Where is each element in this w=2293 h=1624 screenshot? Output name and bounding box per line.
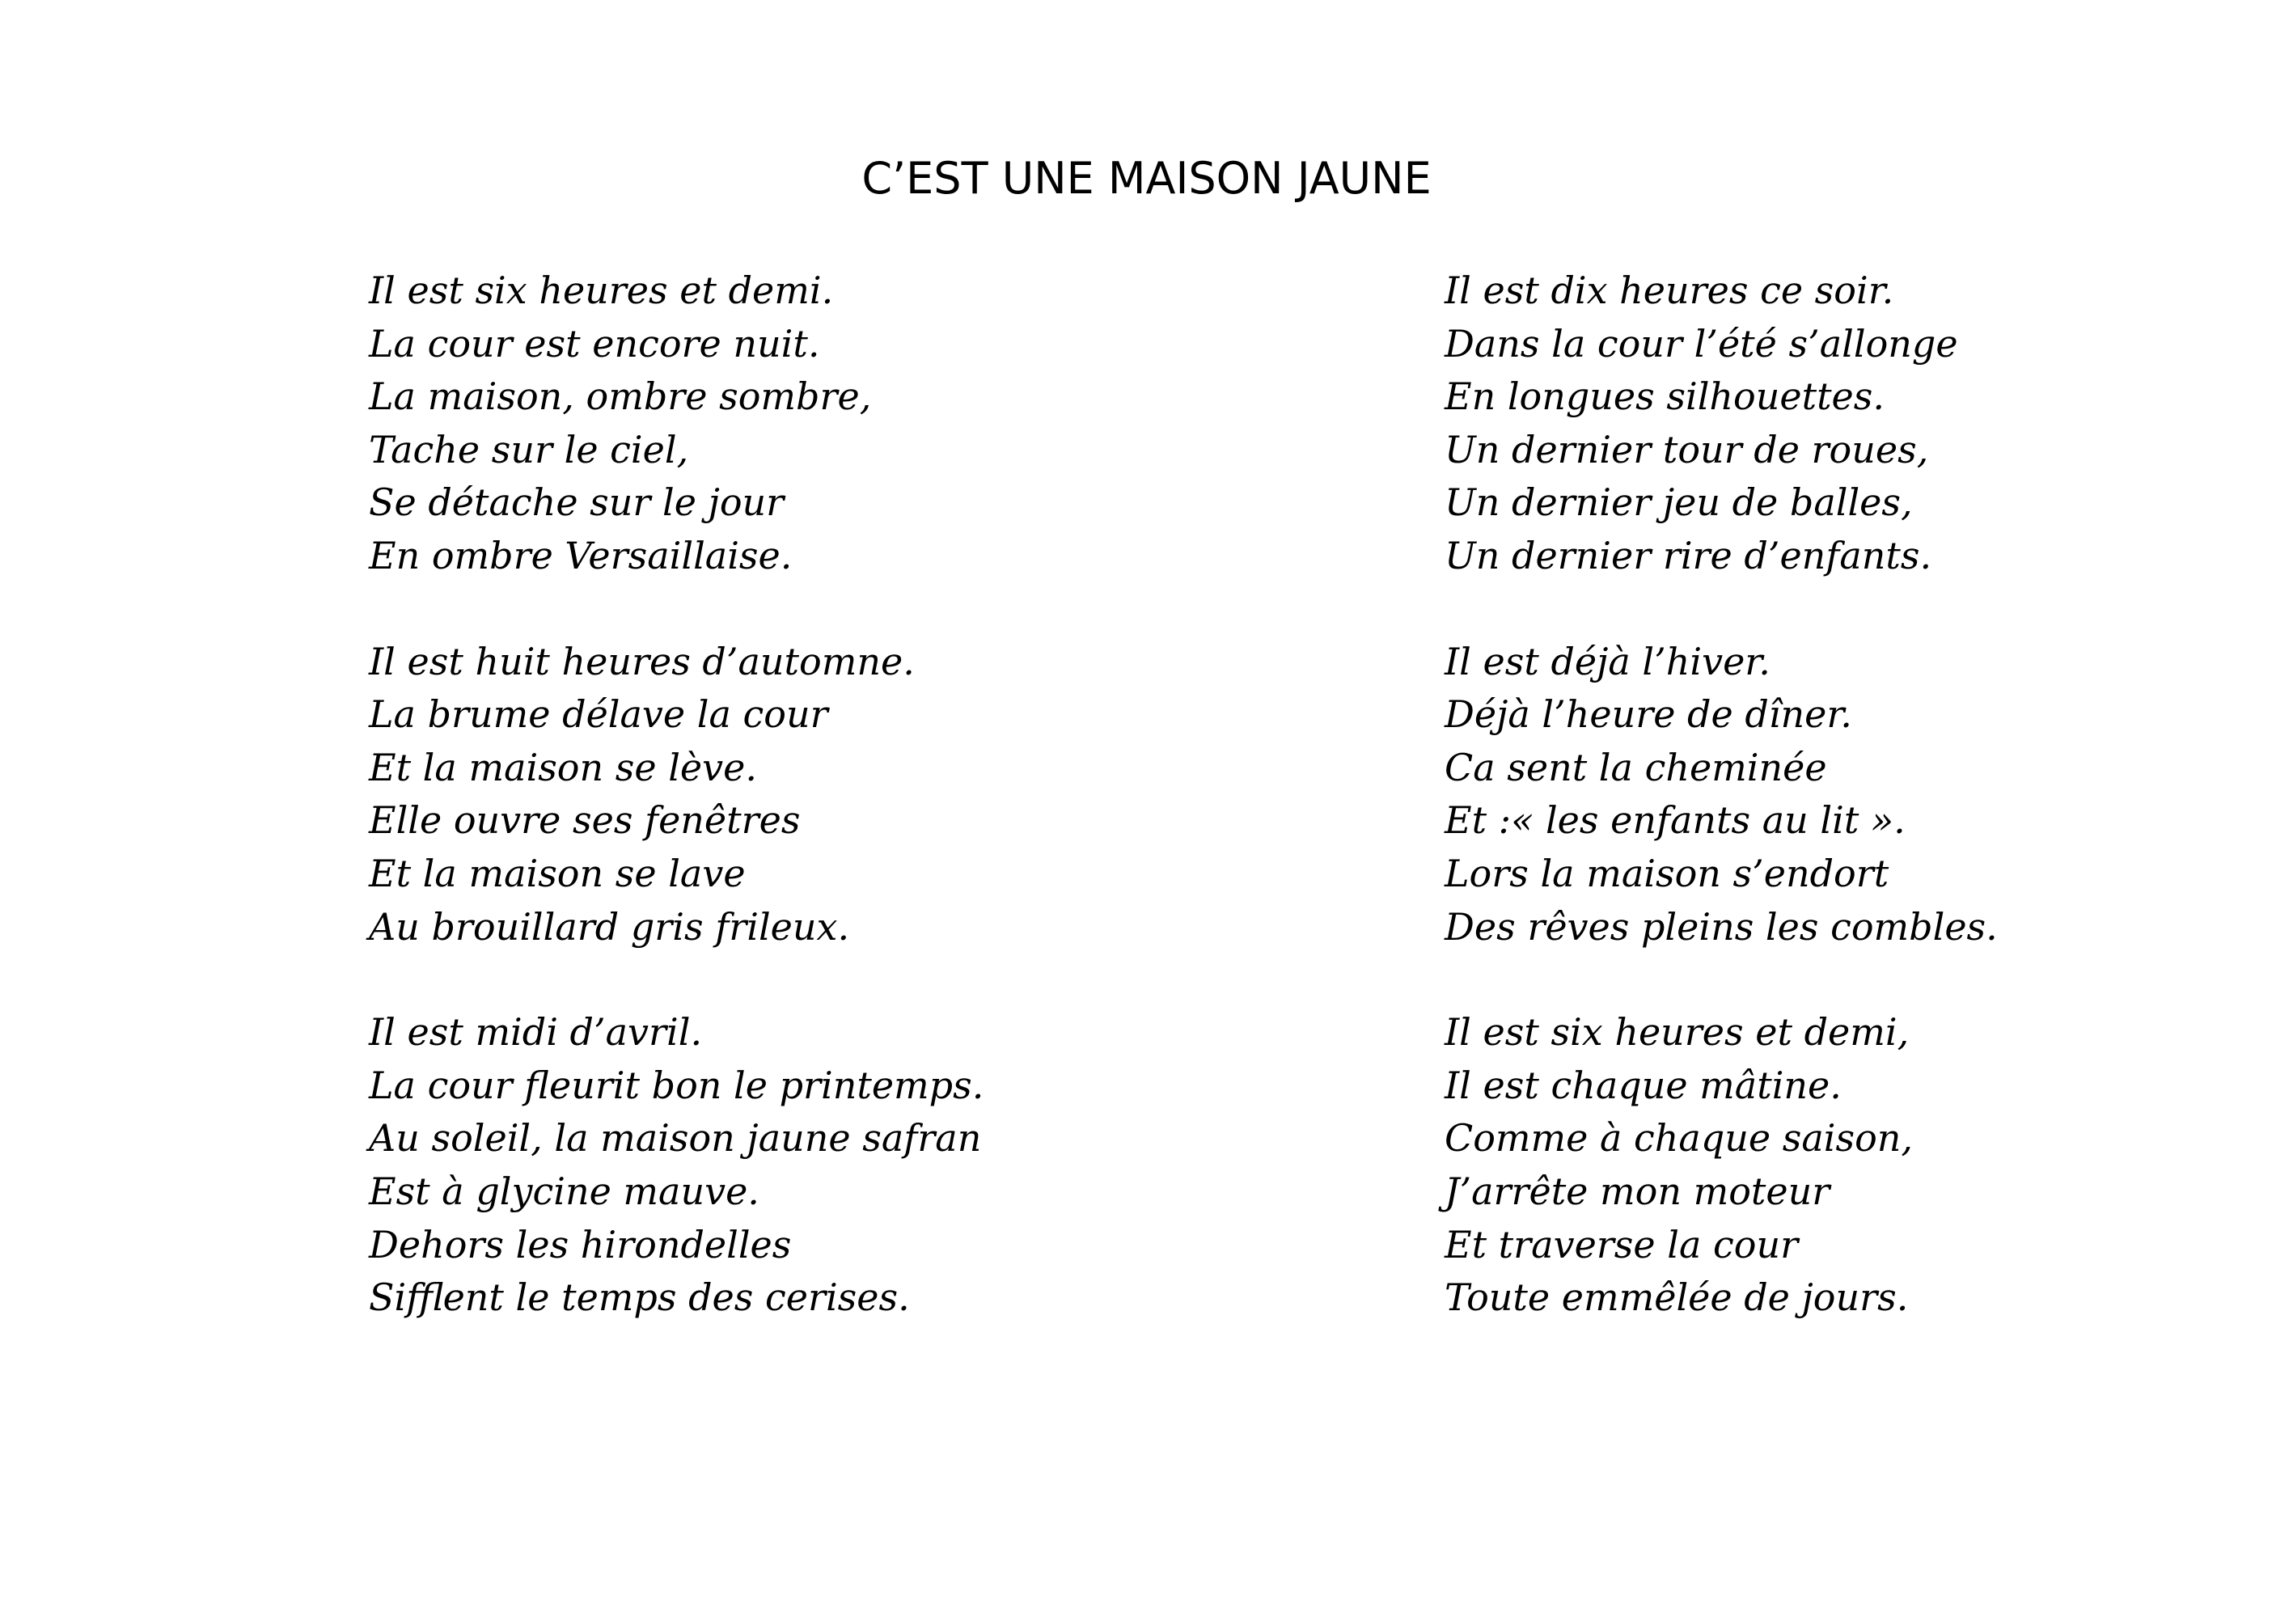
right-column [1445, 264, 1998, 1377]
poem-line: Et :« les enfants au lit ». [1445, 798, 1906, 843]
poem-line: Comme à chaque saison, [1445, 1116, 1914, 1161]
stanza [1445, 1006, 1998, 1325]
left-column [369, 264, 984, 1377]
poem-line: Il est chaque mâtine. [1445, 1063, 1842, 1107]
poem-line: Il est six heures et demi. [369, 269, 834, 312]
poem-line: Il est six heures et demi, [1445, 1010, 1910, 1055]
poem-line: Un dernier jeu de balles, [1445, 480, 1913, 525]
poem-line: Se détache sur le jour [369, 480, 785, 525]
poem-line: En ombre Versaillaise. [369, 533, 793, 577]
poem-line: En longues silhouettes. [1445, 374, 1885, 419]
poem-line: Il est midi d’avril. [369, 1010, 703, 1055]
poem-line: Elle ouvre ses fenêtres [369, 798, 801, 843]
poem-line: J’arrête mon moteur [1445, 1169, 1830, 1213]
stanza [369, 264, 984, 583]
poem-line: Tache sur le ciel, [369, 427, 689, 472]
stanza [1445, 636, 1998, 954]
poem-line: Un dernier tour de roues, [1445, 427, 1929, 472]
poem-line: Et traverse la cour [1445, 1222, 1799, 1267]
poem-line: Déjà l’heure de dîner. [1445, 692, 1852, 737]
poem-line: La cour fleurit bon le printemps. [369, 1063, 984, 1107]
poem-line: Au soleil, la maison jaune safran [369, 1116, 982, 1161]
poem-line: Sifflent le temps des cerises. [369, 1275, 910, 1320]
poem-line: Il est déjà l’hiver. [1445, 639, 1771, 683]
poem-line: La brume délave la cour [369, 692, 828, 737]
poem-line: Toute emmêlée de jours. [1445, 1275, 1909, 1320]
poem-line: La maison, ombre sombre, [369, 374, 872, 419]
poem-line: Ca sent la cheminée [1445, 745, 1827, 789]
poem-line: Lors la maison s’endort [1445, 851, 1889, 895]
stanza [1445, 264, 1998, 583]
poem-line: Et la maison se lave [369, 851, 746, 895]
poem-title: C’EST UNE MAISON JAUNE [861, 153, 1432, 204]
poem-line: Un dernier rire d’enfants. [1445, 533, 1932, 577]
poem-line: Il est dix heures ce soir. [1445, 269, 1894, 312]
poem-line: Dehors les hirondelles [369, 1222, 792, 1267]
poem-line: Il est huit heures d’automne. [369, 639, 915, 683]
poem-line: Au brouillard gris frileux. [369, 904, 850, 949]
poem-line: Est à glycine mauve. [369, 1169, 759, 1213]
poem-line: La cour est encore nuit. [369, 321, 820, 366]
poem-line: Des rêves pleins les combles. [1445, 904, 1998, 949]
stanza [369, 1006, 984, 1325]
poem-line: Et la maison se lève. [369, 745, 757, 789]
stanza [369, 636, 984, 954]
poem-line: Dans la cour l’été s’allonge [1445, 321, 1958, 366]
